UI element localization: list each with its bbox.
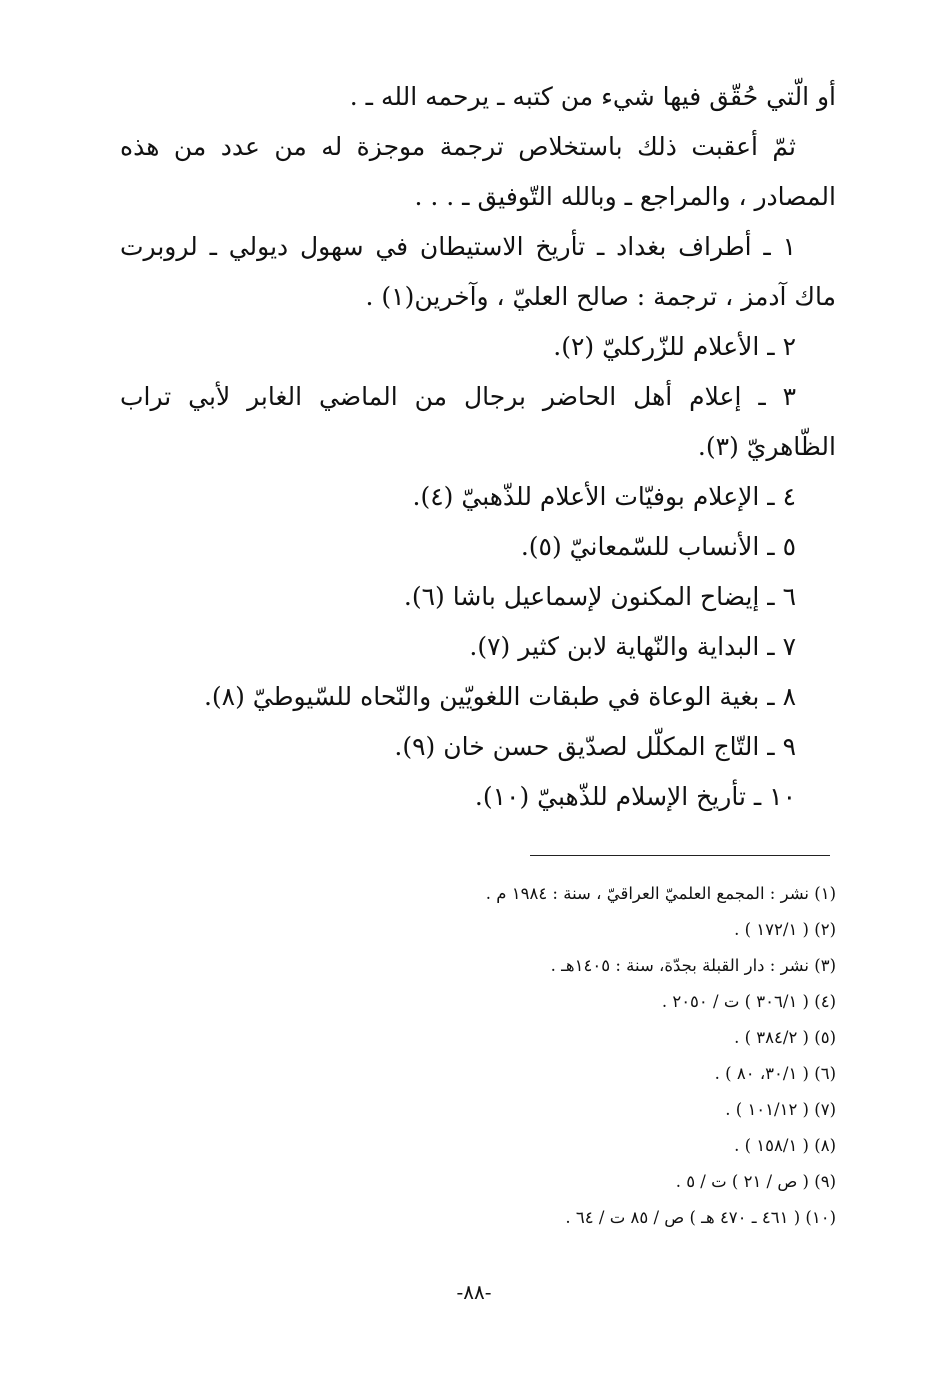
list-item-2: ٢ ـ الأعلام للزّركليّ (٢). [553,332,796,361]
list-item-4: ٤ ـ الإعلام بوفيّات الأعلام للذّهبيّ (٤). [412,482,796,511]
text-line: ثمّ أعقبت ذلك باستخلاص ترجمة موجزة له من عدد من هذه [120,132,796,161]
list-item-9: ٩ ـ التّاج المكلّل لصدّيق حسن خان (٩). [394,732,796,761]
text-line: ماك آدمز ، ترجمة : صالح العليّ ، وآخرين(١) . [365,282,836,311]
text-line: الظّاهريّ (٣). [697,432,836,461]
footnote-4: (٤) ( ٣٠٦/١ ) ت / ٢٠٥٠ . [661,992,836,1011]
main-text [120,72,836,822]
list-item-1: ١ ـ أطراف بغداد ـ تأريخ الاستيطان في سهول ديولي ـ لروبرت [120,232,796,261]
text-line: أو الّتي حُقّق فيها شيء من كتبه ـ يرحمه الله ـ . [349,82,836,111]
list-item-3: ٣ ـ إعلام أهل الحاضر برجال من الماضي الغابر لأبي تراب [120,382,796,411]
list-item-5: ٥ ـ الأنساب للسّمعانيّ (٥). [520,532,796,561]
footnote-6: (٦) ( ٣٠/١، ٨٠ ) . [714,1064,836,1083]
footnote-7: (٧) ( ١٠١/١٢ ) . [725,1100,836,1119]
list-item-10: ١٠ ـ تأريخ الإسلام للذّهبيّ (١٠). [474,782,796,811]
page-number: -٨٨- [456,1280,492,1304]
list-item-8: ٨ ـ بغية الوعاة في طبقات اللغويّين والنّحاه للسّيوطيّ (٨). [203,682,796,711]
text-line: المصادر ، والمراجع ـ وبالله التّوفيق ـ . . . [414,182,836,211]
footnote-5: (٥) ( ٣٨٤/٢ ) . [734,1028,836,1047]
footnote-8: (٨) ( ١٥٨/١ ) . [734,1136,836,1155]
footnotes [300,876,836,1236]
list-item-7: ٧ ـ البداية والنّهاية لابن كثير (٧). [469,632,796,661]
footnote-2: (٢) ( ١٧٢/١ ) . [734,920,836,939]
footnote-1: (١) نشر : المجمع العلميّ العراقيّ ، سنة : ١٩٨٤ م . [485,884,836,903]
footnote-9: (٩) ( ص / ٢١ ) ت / ٥ . [675,1172,836,1191]
footnote-3: (٣) نشر : دار القبلة بجدّة، سنة : ١٤٠٥هـ . [550,956,836,975]
list-item-6: ٦ ـ إيضاح المكنون لإسماعيل باشا (٦). [403,582,796,611]
footnote-10: (١٠) ( ٤٦١ ـ ٤٧٠ هـ ) ص / ٨٥ ت / ٦٤ . [565,1208,836,1227]
footnote-separator [530,855,830,856]
